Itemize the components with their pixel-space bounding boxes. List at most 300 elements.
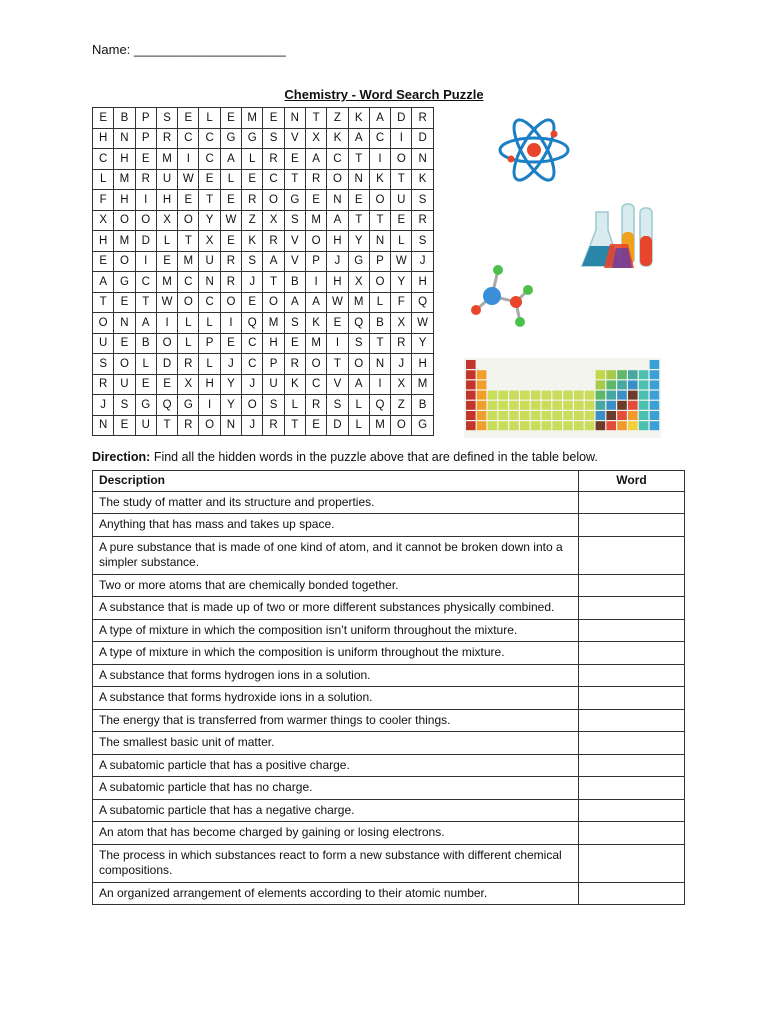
description-cell: A substance that forms hydroxide ions in a solution.	[93, 687, 579, 710]
grid-cell[interactable]: O	[220, 292, 241, 313]
grid-cell[interactable]: J	[391, 354, 412, 375]
grid-cell[interactable]: E	[114, 415, 135, 436]
grid-cell[interactable]: S	[93, 354, 114, 375]
grid-cell[interactable]: U	[114, 374, 135, 395]
grid-cell[interactable]: H	[263, 333, 284, 354]
grid-cell[interactable]: E	[327, 313, 348, 334]
grid-cell[interactable]: R	[220, 272, 241, 293]
grid-cell[interactable]: W	[327, 292, 348, 313]
grid-cell[interactable]: I	[156, 313, 177, 334]
grid-cell[interactable]: E	[156, 374, 177, 395]
grid-cell[interactable]: L	[178, 313, 199, 334]
grid-cell[interactable]: O	[114, 251, 135, 272]
grid-cell[interactable]: I	[199, 395, 220, 416]
grid-cell[interactable]: R	[305, 169, 326, 190]
word-answer-cell[interactable]	[579, 664, 685, 687]
grid-cell[interactable]: U	[93, 333, 114, 354]
grid-cell[interactable]: H	[114, 190, 135, 211]
grid-cell[interactable]: O	[178, 292, 199, 313]
grid-cell[interactable]: D	[391, 108, 412, 129]
grid-cell[interactable]: G	[348, 251, 369, 272]
grid-cell[interactable]: E	[220, 108, 241, 129]
grid-cell[interactable]: W	[178, 169, 199, 190]
grid-cell[interactable]: J	[327, 251, 348, 272]
grid-cell[interactable]: P	[369, 251, 390, 272]
grid-cell[interactable]: D	[412, 128, 433, 149]
grid-cell[interactable]: R	[284, 354, 305, 375]
grid-cell[interactable]: K	[242, 231, 263, 252]
grid-cell[interactable]: E	[305, 415, 326, 436]
word-answer-cell[interactable]	[579, 799, 685, 822]
grid-cell[interactable]: O	[178, 210, 199, 231]
grid-cell[interactable]: R	[135, 169, 156, 190]
grid-cell[interactable]: S	[263, 128, 284, 149]
grid-cell[interactable]: E	[178, 108, 199, 129]
grid-cell[interactable]: R	[93, 374, 114, 395]
grid-cell[interactable]: A	[369, 108, 390, 129]
grid-cell[interactable]: R	[178, 354, 199, 375]
grid-cell[interactable]: L	[284, 395, 305, 416]
grid-cell[interactable]: J	[93, 395, 114, 416]
grid-cell[interactable]: L	[391, 231, 412, 252]
grid-cell[interactable]: O	[369, 272, 390, 293]
description-cell: A subatomic particle that has no charge.	[93, 777, 579, 800]
grid-cell[interactable]: I	[369, 149, 390, 170]
word-answer-cell[interactable]	[579, 491, 685, 514]
grid-cell[interactable]: K	[369, 169, 390, 190]
grid-cell[interactable]: E	[93, 108, 114, 129]
grid-cell[interactable]: T	[327, 354, 348, 375]
element-tile	[466, 421, 476, 430]
grid-cell[interactable]: H	[156, 190, 177, 211]
grid-cell[interactable]: R	[263, 231, 284, 252]
grid-cell[interactable]: E	[348, 190, 369, 211]
grid-cell[interactable]: S	[114, 395, 135, 416]
element-tile	[477, 411, 487, 420]
grid-cell[interactable]: B	[135, 333, 156, 354]
grid-cell[interactable]: C	[178, 272, 199, 293]
grid-cell[interactable]: P	[199, 333, 220, 354]
grid-cell[interactable]: R	[220, 251, 241, 272]
grid-cell[interactable]: R	[263, 415, 284, 436]
grid-cell[interactable]: Y	[220, 374, 241, 395]
grid-cell[interactable]: S	[327, 395, 348, 416]
grid-cell[interactable]: O	[391, 415, 412, 436]
grid-cell[interactable]: S	[242, 251, 263, 272]
grid-cell[interactable]: M	[305, 210, 326, 231]
grid-cell[interactable]: C	[199, 128, 220, 149]
grid-cell[interactable]: A	[220, 149, 241, 170]
grid-cell[interactable]: T	[305, 108, 326, 129]
grid-cell[interactable]: R	[263, 149, 284, 170]
grid-cell[interactable]: H	[93, 231, 114, 252]
grid-cell[interactable]: M	[114, 231, 135, 252]
grid-cell[interactable]: G	[178, 395, 199, 416]
grid-cell[interactable]: I	[391, 128, 412, 149]
grid-cell[interactable]: B	[284, 272, 305, 293]
word-answer-cell[interactable]	[579, 574, 685, 597]
element-tile	[509, 421, 519, 430]
grid-cell[interactable]: E	[114, 333, 135, 354]
grid-cell[interactable]: E	[199, 169, 220, 190]
grid-cell[interactable]: Q	[156, 395, 177, 416]
grid-cell[interactable]: E	[93, 251, 114, 272]
word-answer-cell[interactable]	[579, 597, 685, 620]
grid-cell[interactable]: V	[284, 128, 305, 149]
grid-cell[interactable]: X	[391, 313, 412, 334]
grid-cell[interactable]: Y	[348, 231, 369, 252]
grid-cell[interactable]: R	[156, 128, 177, 149]
grid-cell[interactable]: N	[412, 149, 433, 170]
grid-cell[interactable]: N	[348, 169, 369, 190]
grid-cell[interactable]: K	[348, 108, 369, 129]
grid-cell[interactable]: A	[263, 251, 284, 272]
word-answer-cell[interactable]	[579, 732, 685, 755]
grid-cell[interactable]: A	[348, 374, 369, 395]
word-answer-cell[interactable]	[579, 777, 685, 800]
grid-cell[interactable]: S	[348, 333, 369, 354]
grid-cell[interactable]: J	[242, 272, 263, 293]
grid-cell[interactable]: T	[93, 292, 114, 313]
grid-cell[interactable]: G	[114, 272, 135, 293]
grid-cell[interactable]: Q	[242, 313, 263, 334]
grid-cell[interactable]: K	[327, 128, 348, 149]
grid-cell[interactable]: I	[220, 313, 241, 334]
grid-cell[interactable]: E	[305, 190, 326, 211]
grid-cell[interactable]: L	[135, 354, 156, 375]
grid-cell[interactable]: H	[412, 354, 433, 375]
grid-cell[interactable]: L	[93, 169, 114, 190]
grid-cell[interactable]: E	[263, 108, 284, 129]
grid-cell[interactable]: C	[178, 128, 199, 149]
grid-row	[93, 395, 434, 416]
element-tile	[628, 411, 638, 420]
grid-cell[interactable]: R	[391, 333, 412, 354]
element-tile	[585, 421, 595, 430]
grid-cell[interactable]: F	[93, 190, 114, 211]
grid-cell[interactable]: U	[391, 190, 412, 211]
grid-cell[interactable]: V	[284, 251, 305, 272]
grid-cell[interactable]: M	[348, 292, 369, 313]
grid-cell[interactable]: R	[412, 210, 433, 231]
grid-cell[interactable]: L	[199, 354, 220, 375]
element-tile	[488, 411, 498, 420]
grid-cell[interactable]: E	[242, 169, 263, 190]
grid-cell[interactable]: F	[391, 292, 412, 313]
grid-cell[interactable]: G	[412, 415, 433, 436]
grid-cell[interactable]: C	[263, 169, 284, 190]
grid-cell[interactable]: S	[263, 395, 284, 416]
grid-cell[interactable]: G	[284, 190, 305, 211]
grid-cell[interactable]: J	[242, 415, 263, 436]
description-cell: A substance that forms hydrogen ions in a solution.	[93, 664, 579, 687]
grid-cell[interactable]: S	[156, 108, 177, 129]
grid-cell[interactable]: C	[327, 149, 348, 170]
grid-cell[interactable]: C	[135, 272, 156, 293]
grid-cell[interactable]: I	[178, 149, 199, 170]
grid-cell[interactable]: E	[135, 374, 156, 395]
grid-cell[interactable]: M	[156, 272, 177, 293]
name-field[interactable]: Name: _____________________	[92, 42, 286, 57]
word-answer-cell[interactable]	[579, 822, 685, 845]
grid-cell[interactable]: W	[391, 251, 412, 272]
grid-cell[interactable]: T	[135, 292, 156, 313]
grid-cell[interactable]: B	[412, 395, 433, 416]
grid-cell[interactable]: E	[284, 333, 305, 354]
grid-cell[interactable]: Y	[220, 395, 241, 416]
grid-cell[interactable]: W	[156, 292, 177, 313]
grid-cell[interactable]: X	[263, 210, 284, 231]
grid-cell[interactable]: D	[327, 415, 348, 436]
grid-cell[interactable]: E	[156, 251, 177, 272]
grid-cell[interactable]: C	[242, 333, 263, 354]
element-tile	[596, 401, 606, 410]
grid-cell[interactable]: E	[220, 190, 241, 211]
grid-cell[interactable]: O	[199, 415, 220, 436]
grid-cell[interactable]: O	[263, 190, 284, 211]
grid-cell[interactable]: D	[156, 354, 177, 375]
grid-cell[interactable]: O	[114, 210, 135, 231]
grid-cell[interactable]: V	[284, 231, 305, 252]
grid-cell[interactable]: E	[114, 292, 135, 313]
grid-cell[interactable]: Z	[242, 210, 263, 231]
grid-cell[interactable]: A	[93, 272, 114, 293]
grid-cell[interactable]: A	[284, 292, 305, 313]
grid-cell[interactable]: L	[199, 313, 220, 334]
grid-cell[interactable]: H	[114, 149, 135, 170]
grid-cell[interactable]: S	[284, 210, 305, 231]
grid-cell[interactable]: T	[199, 190, 220, 211]
grid-cell[interactable]: U	[156, 169, 177, 190]
grid-cell[interactable]: G	[242, 128, 263, 149]
description-cell: A subatomic particle that has a positive charge.	[93, 754, 579, 777]
grid-cell[interactable]: H	[199, 374, 220, 395]
grid-cell[interactable]: K	[412, 169, 433, 190]
grid-cell[interactable]: T	[284, 169, 305, 190]
grid-cell[interactable]: V	[327, 374, 348, 395]
table-row	[93, 491, 685, 514]
grid-cell[interactable]: M	[156, 149, 177, 170]
grid-cell[interactable]: T	[391, 169, 412, 190]
grid-cell[interactable]: R	[412, 108, 433, 129]
grid-cell[interactable]: T	[348, 149, 369, 170]
grid-cell[interactable]: N	[220, 415, 241, 436]
grid-cell[interactable]: Z	[327, 108, 348, 129]
element-tile	[498, 421, 508, 430]
grid-cell[interactable]: I	[135, 251, 156, 272]
grid-cell[interactable]: O	[242, 395, 263, 416]
grid-cell[interactable]: Q	[369, 395, 390, 416]
grid-cell[interactable]: T	[178, 231, 199, 252]
grid-cell[interactable]: P	[135, 128, 156, 149]
grid-cell[interactable]: L	[348, 395, 369, 416]
grid-cell[interactable]: O	[114, 354, 135, 375]
grid-cell[interactable]: L	[348, 415, 369, 436]
grid-cell[interactable]: Q	[412, 292, 433, 313]
grid-cell[interactable]: T	[263, 272, 284, 293]
grid-cell[interactable]: P	[135, 108, 156, 129]
grid-row	[93, 169, 434, 190]
grid-cell[interactable]: K	[284, 374, 305, 395]
word-answer-cell[interactable]	[579, 619, 685, 642]
element-tile	[477, 401, 487, 410]
grid-cell[interactable]: B	[369, 313, 390, 334]
grid-cell[interactable]: O	[327, 169, 348, 190]
grid-cell[interactable]: N	[369, 354, 390, 375]
grid-cell[interactable]: T	[348, 210, 369, 231]
grid-cell[interactable]: X	[93, 210, 114, 231]
grid-cell[interactable]: U	[199, 251, 220, 272]
grid-cell[interactable]: C	[242, 354, 263, 375]
grid-cell[interactable]: T	[369, 210, 390, 231]
grid-cell[interactable]: A	[135, 313, 156, 334]
grid-cell[interactable]: C	[199, 149, 220, 170]
grid-cell[interactable]: M	[305, 333, 326, 354]
element-tile	[552, 411, 562, 420]
grid-cell[interactable]: N	[369, 231, 390, 252]
grid-cell[interactable]: L	[178, 333, 199, 354]
grid-cell[interactable]: X	[156, 210, 177, 231]
grid-cell[interactable]: Y	[391, 272, 412, 293]
element-tile	[639, 421, 649, 430]
grid-cell[interactable]: O	[348, 354, 369, 375]
grid-cell[interactable]: X	[178, 374, 199, 395]
grid-cell[interactable]: X	[305, 128, 326, 149]
grid-cell[interactable]: Q	[348, 313, 369, 334]
grid-cell[interactable]: Y	[412, 333, 433, 354]
grid-cell[interactable]: M	[412, 374, 433, 395]
grid-cell[interactable]: G	[220, 128, 241, 149]
grid-cell[interactable]: O	[93, 313, 114, 334]
grid-cell[interactable]: W	[220, 210, 241, 231]
grid-cell[interactable]: O	[305, 354, 326, 375]
grid-cell[interactable]: E	[391, 210, 412, 231]
word-answer-cell[interactable]	[579, 687, 685, 710]
grid-cell[interactable]: T	[156, 415, 177, 436]
word-answer-cell[interactable]	[579, 536, 685, 574]
grid-cell[interactable]: G	[135, 395, 156, 416]
grid-cell[interactable]: O	[156, 333, 177, 354]
element-tile	[563, 391, 573, 400]
grid-cell[interactable]: D	[135, 231, 156, 252]
grid-cell[interactable]: J	[220, 354, 241, 375]
grid-cell[interactable]: E	[242, 292, 263, 313]
grid-cell[interactable]: C	[93, 149, 114, 170]
grid-cell[interactable]: O	[305, 231, 326, 252]
grid-cell[interactable]: I	[305, 272, 326, 293]
grid-cell[interactable]: A	[348, 128, 369, 149]
grid-cell[interactable]: X	[348, 272, 369, 293]
grid-cell[interactable]: I	[369, 374, 390, 395]
element-tile	[509, 391, 519, 400]
grid-cell[interactable]: H	[327, 272, 348, 293]
grid-cell[interactable]: L	[369, 292, 390, 313]
grid-cell[interactable]: S	[284, 313, 305, 334]
element-tile	[606, 370, 616, 379]
grid-cell[interactable]: M	[242, 108, 263, 129]
grid-cell[interactable]: O	[391, 149, 412, 170]
grid-cell[interactable]: M	[178, 251, 199, 272]
grid-cell[interactable]: L	[242, 149, 263, 170]
grid-cell[interactable]: R	[305, 395, 326, 416]
grid-cell[interactable]: Z	[391, 395, 412, 416]
grid-cell[interactable]: H	[412, 272, 433, 293]
grid-cell[interactable]: R	[242, 190, 263, 211]
grid-cell[interactable]: I	[327, 333, 348, 354]
grid-cell[interactable]: N	[284, 108, 305, 129]
word-answer-cell[interactable]	[579, 844, 685, 882]
element-tile	[477, 391, 487, 400]
grid-cell[interactable]: B	[114, 108, 135, 129]
word-answer-cell[interactable]	[579, 754, 685, 777]
grid-cell[interactable]: N	[199, 272, 220, 293]
grid-cell[interactable]: O	[135, 210, 156, 231]
grid-cell[interactable]: L	[199, 108, 220, 129]
grid-cell[interactable]: X	[391, 374, 412, 395]
grid-cell[interactable]: H	[93, 128, 114, 149]
word-answer-cell[interactable]	[579, 709, 685, 732]
grid-cell[interactable]: N	[327, 190, 348, 211]
word-answer-cell[interactable]	[579, 882, 685, 905]
grid-cell[interactable]: O	[263, 292, 284, 313]
grid-cell[interactable]: L	[156, 231, 177, 252]
grid-cell[interactable]: C	[305, 374, 326, 395]
grid-cell[interactable]: M	[263, 313, 284, 334]
grid-cell[interactable]: A	[305, 149, 326, 170]
word-answer-cell[interactable]	[579, 514, 685, 537]
grid-cell[interactable]: T	[369, 333, 390, 354]
grid-cell[interactable]: E	[220, 231, 241, 252]
grid-cell[interactable]: P	[263, 354, 284, 375]
grid-cell[interactable]: E	[178, 190, 199, 211]
grid-cell[interactable]: E	[220, 333, 241, 354]
grid-cell[interactable]: A	[327, 210, 348, 231]
grid-cell[interactable]: N	[114, 313, 135, 334]
grid-cell[interactable]: J	[412, 251, 433, 272]
grid-cell[interactable]: U	[135, 415, 156, 436]
grid-cell[interactable]: E	[135, 149, 156, 170]
element-tile	[531, 391, 541, 400]
grid-cell[interactable]: H	[327, 231, 348, 252]
word-answer-cell[interactable]	[579, 642, 685, 665]
grid-cell[interactable]: R	[178, 415, 199, 436]
grid-cell[interactable]: C	[369, 128, 390, 149]
grid-cell[interactable]: L	[220, 169, 241, 190]
grid-cell[interactable]: X	[199, 231, 220, 252]
grid-cell[interactable]: T	[284, 415, 305, 436]
grid-cell[interactable]: K	[305, 313, 326, 334]
grid-cell[interactable]: E	[284, 149, 305, 170]
grid-cell[interactable]: P	[305, 251, 326, 272]
grid-cell[interactable]: M	[114, 169, 135, 190]
grid-cell[interactable]: S	[412, 231, 433, 252]
grid-cell[interactable]: M	[369, 415, 390, 436]
grid-cell[interactable]: U	[263, 374, 284, 395]
grid-cell[interactable]: S	[412, 190, 433, 211]
element-tile	[650, 360, 660, 369]
grid-cell[interactable]: N	[93, 415, 114, 436]
element-tile	[542, 411, 552, 420]
grid-cell[interactable]: J	[242, 374, 263, 395]
grid-cell[interactable]: A	[305, 292, 326, 313]
direction-text: Direction: Find all the hidden words in the puzzle above that are defined in the table below.	[92, 450, 598, 464]
grid-cell[interactable]: I	[135, 190, 156, 211]
grid-cell[interactable]: Y	[199, 210, 220, 231]
grid-cell[interactable]: O	[369, 190, 390, 211]
grid-cell[interactable]: N	[114, 128, 135, 149]
grid-cell[interactable]: W	[412, 313, 433, 334]
grid-cell[interactable]: C	[199, 292, 220, 313]
